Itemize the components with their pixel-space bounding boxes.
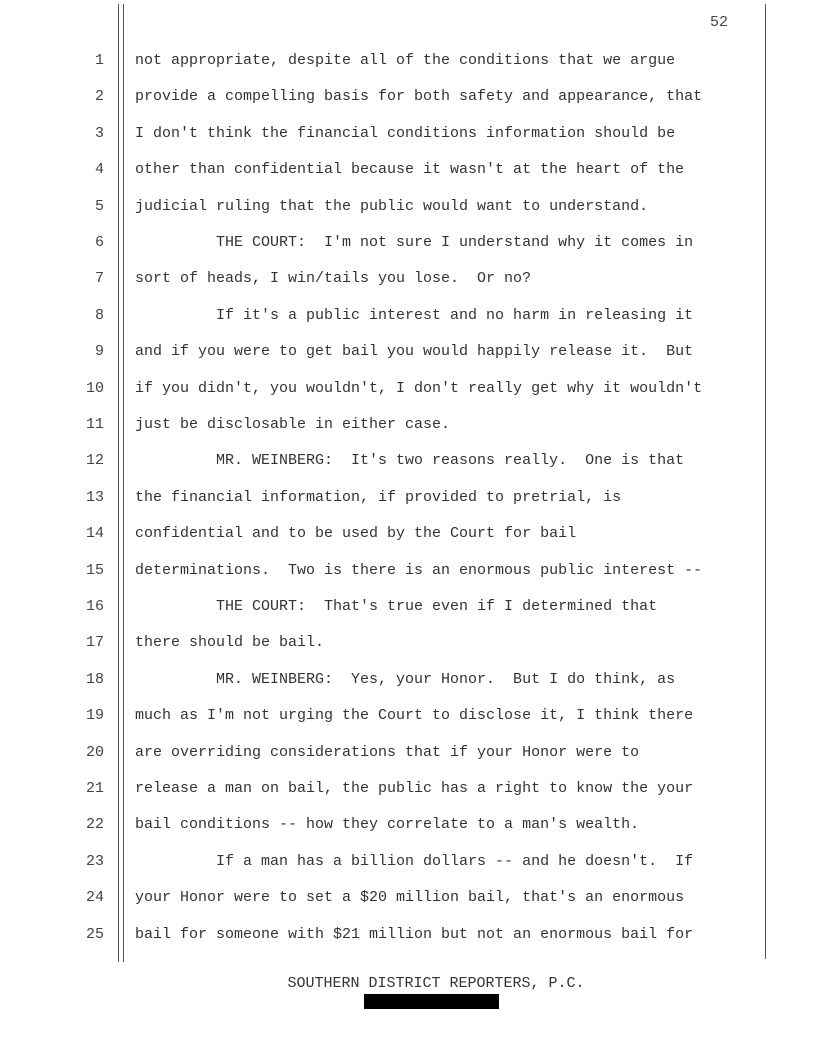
line-number: 16 <box>85 598 104 615</box>
transcript-line <box>0 408 816 444</box>
line-text: confidential and to be used by the Court for bail <box>135 525 577 543</box>
transcript-line <box>0 444 816 480</box>
transcript-line <box>0 80 816 116</box>
line-number: 2 <box>94 88 104 106</box>
line-number: 10 <box>85 379 104 397</box>
transcript-line <box>0 262 816 298</box>
line-text: your Honor were to set a $20 million bail, that's an enormous <box>135 889 685 907</box>
line-text: If it's a public interest and no harm in releasing it <box>135 306 694 324</box>
line-text: much as I'm not urging the Court to disclose it, I think there <box>135 707 694 725</box>
line-text: the financial information, if provided to pretrial, is <box>135 488 622 506</box>
line-text: sort of heads, I win/tails you lose. Or no? <box>135 270 532 288</box>
redaction-bar <box>364 994 499 1009</box>
line-number: 1 <box>94 52 104 69</box>
line-text: and if you were to get bail you would happily release it. But <box>135 343 694 361</box>
line-number: 5 <box>94 197 104 215</box>
line-number: 22 <box>85 816 104 834</box>
transcript-line <box>0 626 816 662</box>
transcript-line <box>0 372 816 408</box>
line-number: 18 <box>85 670 104 688</box>
line-number: 8 <box>94 306 104 324</box>
page-number: 52 <box>710 14 729 31</box>
transcript-line <box>0 517 816 553</box>
line-text: not appropriate, despite all of the conditions that we argue <box>135 52 676 69</box>
line-text: just be disclosable in either case. <box>135 416 451 433</box>
transcript-line <box>0 226 816 262</box>
line-text: bail for someone with $21 million but not an enormous bail for <box>135 925 694 943</box>
line-text: release a man on bail, the public has a right to know the your <box>135 780 694 797</box>
line-number: 9 <box>94 343 104 361</box>
transcript-line <box>0 845 816 881</box>
transcript-line <box>0 44 816 80</box>
line-text: provide a compelling basis for both safety and appearance, that <box>135 88 703 106</box>
line-number: 17 <box>85 634 104 652</box>
transcript-line <box>0 335 816 371</box>
line-number: 11 <box>85 416 104 433</box>
transcript-line <box>0 117 816 153</box>
transcript-line <box>0 736 816 772</box>
line-text: bail conditions -- how they correlate to a man's wealth. <box>135 816 640 834</box>
line-text: there should be bail. <box>135 634 325 652</box>
line-number: 6 <box>94 234 104 251</box>
transcript-line <box>0 299 816 335</box>
line-number: 14 <box>85 525 104 543</box>
line-text: other than confidential because it wasn't at the heart of the <box>135 161 685 179</box>
line-text: THE COURT: I'm not sure I understand why it comes in <box>135 234 694 251</box>
line-text: If a man has a billion dollars -- and he doesn't. If <box>135 852 694 870</box>
line-number: 23 <box>85 852 104 870</box>
transcript-line <box>0 190 816 226</box>
transcript-line <box>0 153 816 189</box>
line-number: 13 <box>85 488 104 506</box>
line-text: MR. WEINBERG: It's two reasons really. One is that <box>135 452 685 470</box>
transcript-line <box>0 772 816 808</box>
transcript-line <box>0 808 816 844</box>
transcript-line <box>0 554 816 590</box>
line-text: MR. WEINBERG: Yes, your Honor. But I do think, as <box>135 670 676 688</box>
transcript-line <box>0 590 816 626</box>
transcript-line <box>0 699 816 735</box>
line-number: 25 <box>85 925 104 943</box>
transcript-line <box>0 481 816 517</box>
line-number: 3 <box>94 124 104 142</box>
line-number: 12 <box>85 452 104 470</box>
line-number: 21 <box>85 780 104 797</box>
line-text: THE COURT: That's true even if I determined that <box>135 598 658 615</box>
transcript-line <box>0 663 816 699</box>
line-text: are overriding considerations that if your Honor were to <box>135 743 640 761</box>
line-number: 19 <box>85 707 104 725</box>
line-number: 4 <box>94 161 104 179</box>
line-text: determinations. Two is there is an enormous public interest -- <box>135 561 703 579</box>
line-text: if you didn't, you wouldn't, I don't really get why it wouldn't <box>135 379 703 397</box>
line-text: I don't think the financial conditions information should be <box>135 124 676 142</box>
transcript-line <box>0 881 816 917</box>
line-number: 20 <box>85 743 104 761</box>
footer-reporter-name: SOUTHERN DISTRICT REPORTERS, P.C. <box>287 975 585 992</box>
transcript-line <box>0 918 816 954</box>
line-number: 15 <box>85 561 104 579</box>
line-text: judicial ruling that the public would want to understand. <box>135 197 649 215</box>
line-number: 7 <box>94 270 104 288</box>
line-number: 24 <box>85 889 104 907</box>
